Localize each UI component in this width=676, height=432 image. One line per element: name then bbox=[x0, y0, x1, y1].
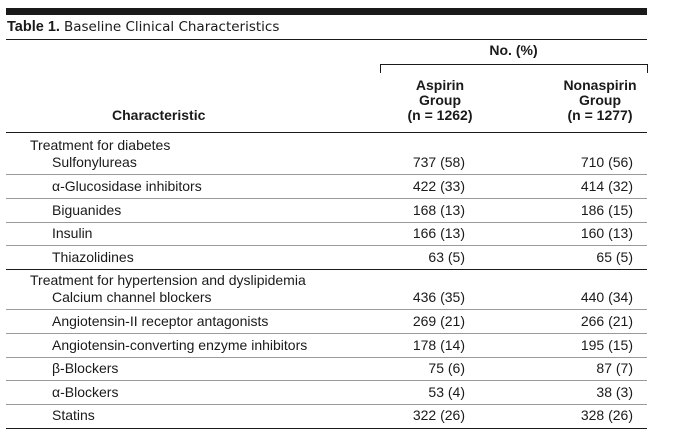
nonaspirin-value: 195 (15) bbox=[580, 337, 633, 353]
aspirin-value: 322 (26) bbox=[412, 407, 465, 423]
row-label: Biguanides bbox=[52, 202, 122, 218]
table-row bbox=[6, 334, 647, 358]
caption-rule bbox=[6, 39, 647, 40]
table-row bbox=[6, 151, 647, 175]
row-label: Thiazolidines bbox=[52, 249, 134, 265]
aspirin-value: 737 (58) bbox=[412, 154, 465, 170]
table-row bbox=[6, 310, 647, 334]
table-row bbox=[6, 357, 647, 381]
bottom-rule bbox=[6, 428, 647, 429]
row-label: Calcium channel blockers bbox=[52, 289, 212, 305]
row-label: Angiotensin-converting enzyme inhibitors bbox=[52, 337, 308, 353]
top-rule-bar bbox=[6, 8, 647, 15]
header-rule bbox=[6, 132, 647, 133]
table-row bbox=[6, 381, 647, 405]
row-label: Angiotensin-II receptor antagonists bbox=[52, 313, 269, 329]
aspirin-value: 75 (6) bbox=[428, 360, 465, 376]
row-label: α-Glucosidase inhibitors bbox=[52, 178, 202, 194]
aspirin-value: 422 (33) bbox=[412, 178, 465, 194]
table-label: Table 1. bbox=[7, 19, 60, 35]
nonaspirin-value: 414 (32) bbox=[580, 178, 633, 194]
table-caption bbox=[7, 19, 279, 35]
nonaspirin-value: 65 (5) bbox=[596, 249, 633, 265]
group-header: No. (%) bbox=[489, 42, 538, 58]
table-row bbox=[6, 199, 647, 223]
row-label: Sulfonylureas bbox=[52, 154, 137, 170]
table-row bbox=[6, 175, 647, 199]
nonaspirin-value: 328 (26) bbox=[580, 407, 633, 423]
nonaspirin-value: 160 (13) bbox=[580, 225, 633, 241]
section-title: Treatment for diabetes bbox=[30, 137, 171, 153]
nonaspirin-value: 38 (3) bbox=[596, 384, 633, 400]
aspirin-value: 53 (4) bbox=[428, 384, 465, 400]
nonaspirin-value: 440 (34) bbox=[580, 289, 633, 305]
nonaspirin-value: 710 (56) bbox=[580, 154, 633, 170]
table-row bbox=[6, 222, 647, 246]
aspirin-value: 436 (35) bbox=[412, 289, 465, 305]
aspirin-value: 168 (13) bbox=[412, 202, 465, 218]
nonaspirin-value: 87 (7) bbox=[596, 360, 633, 376]
table-row bbox=[6, 246, 647, 269]
aspirin-column-header: Aspirin Group (n = 1262) bbox=[407, 77, 473, 123]
aspirin-value: 63 (5) bbox=[428, 249, 465, 265]
aspirin-value: 178 (14) bbox=[412, 337, 465, 353]
section-rule bbox=[6, 269, 647, 270]
table-row bbox=[6, 286, 647, 310]
row-label: Insulin bbox=[52, 225, 93, 241]
nonaspirin-value: 266 (21) bbox=[580, 313, 633, 329]
aspirin-value: 166 (13) bbox=[412, 225, 465, 241]
table-row bbox=[6, 404, 647, 427]
group-bracket bbox=[380, 64, 648, 73]
section-title: Treatment for hypertension and dyslipidemia bbox=[30, 272, 306, 288]
row-label: α-Blockers bbox=[52, 384, 119, 400]
nonaspirin-value: 186 (15) bbox=[580, 202, 633, 218]
row-label: Statins bbox=[52, 407, 95, 423]
row-label: β-Blockers bbox=[52, 360, 119, 376]
aspirin-value: 269 (21) bbox=[412, 313, 465, 329]
characteristic-column-header: Characteristic bbox=[112, 107, 206, 123]
table-title: Baseline Clinical Characteristics bbox=[63, 19, 280, 35]
nonaspirin-column-header: Nonaspirin Group (n = 1277) bbox=[563, 77, 637, 123]
